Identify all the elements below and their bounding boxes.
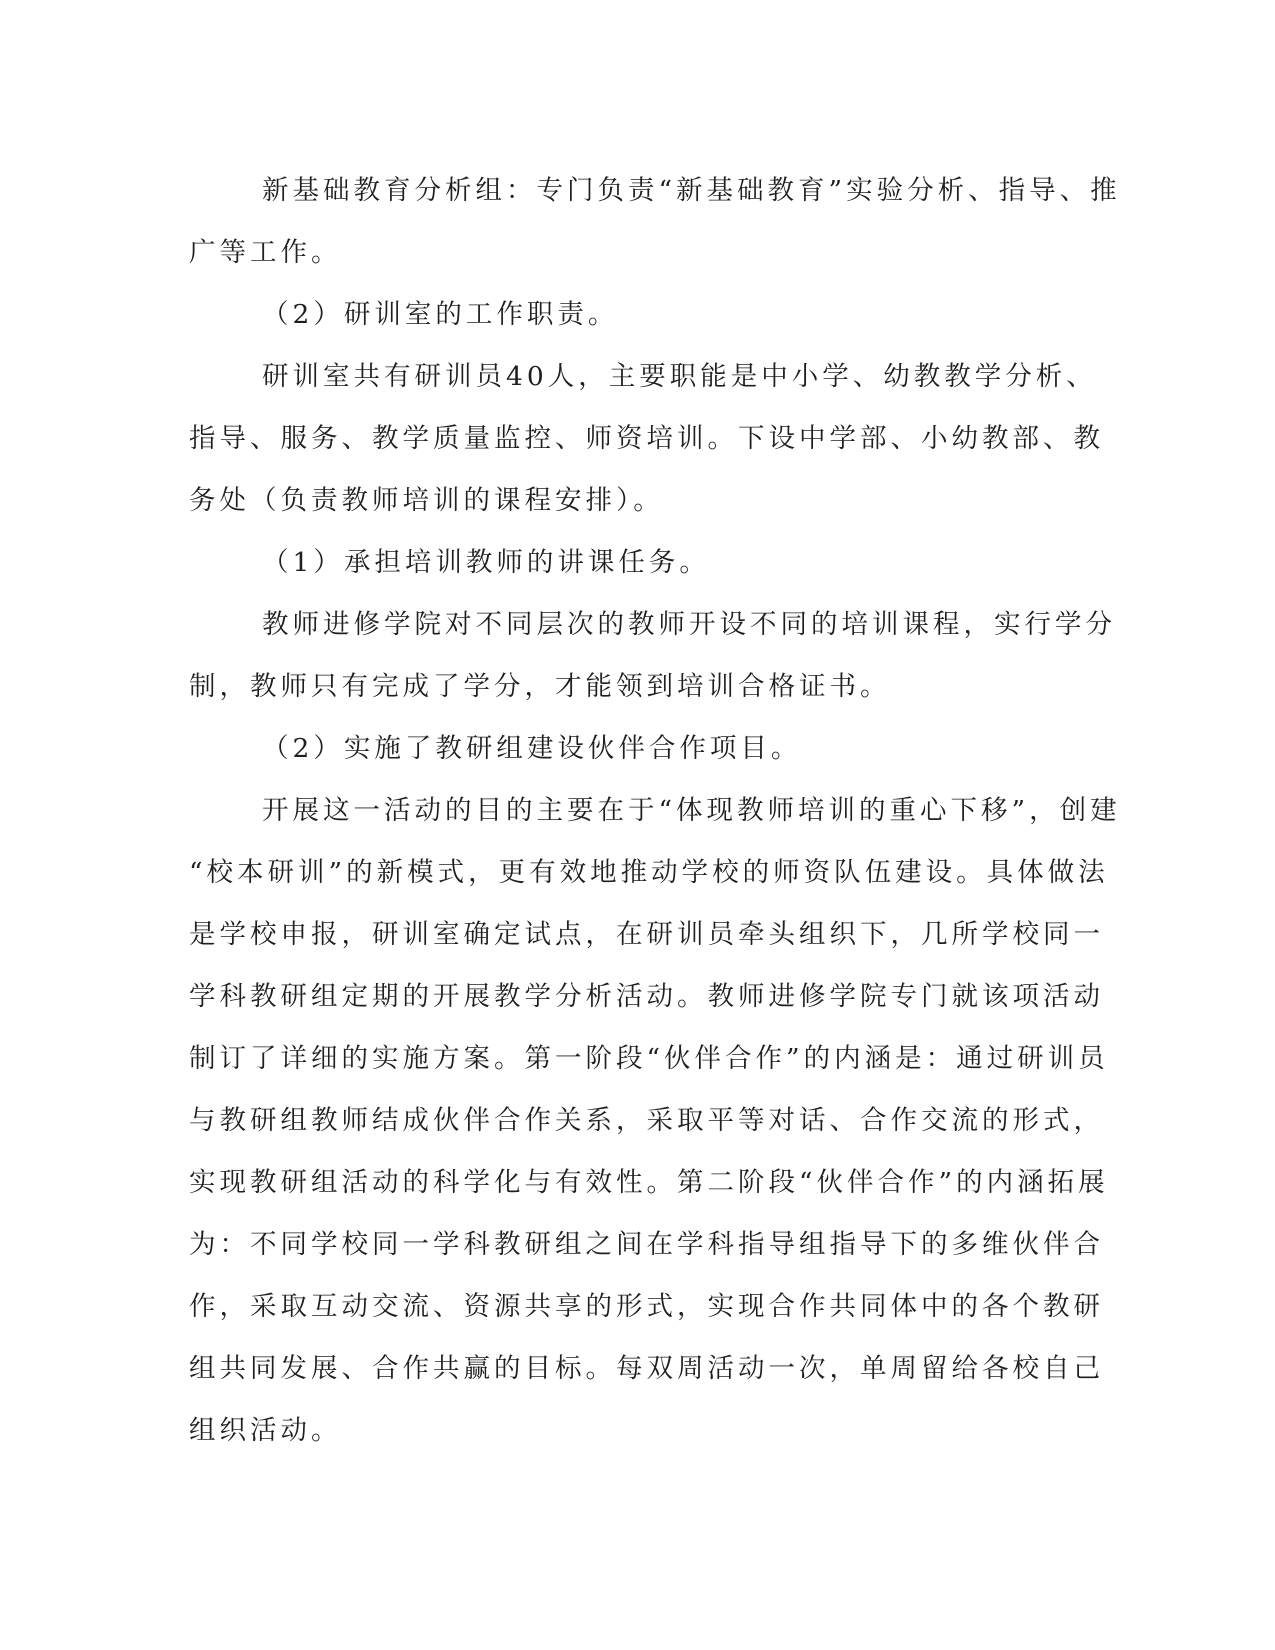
text-line: 组织活动。 xyxy=(189,1415,342,1446)
text-line: 开展这一活动的目的主要在于“体现教师培训的重心下移”，创建 xyxy=(262,795,1121,826)
text-line: 新基础教育分析组：专门负责“新基础教育”实验分析、指导、推 xyxy=(262,175,1121,206)
text-line: （2）研训室的工作职责。 xyxy=(262,299,619,330)
text-line: （2）实施了教研组建设伙伴合作项目。 xyxy=(262,733,802,764)
text-line: 制订了详细的实施方案。第一阶段“伙伴合作”的内涵是：通过研训员 xyxy=(189,1043,1109,1074)
text-line: 务处（负责教师培训的课程安排）。 xyxy=(189,485,664,516)
text-line: 实现教研组活动的科学化与有效性。第二阶段“伙伴合作”的内涵拓展 xyxy=(189,1167,1109,1198)
text-line: 广等工作。 xyxy=(189,237,342,268)
text-line: “校本研训”的新模式，更有效地推动学校的师资队伍建设。具体做法 xyxy=(189,857,1109,888)
text-line: 组共同发展、合作共赢的目标。每双周活动一次，单周留给各校自己 xyxy=(189,1353,1104,1384)
text-line: 与教研组教师结成伙伴合作关系，采取平等对话、合作交流的形式， xyxy=(189,1105,1104,1136)
document-body xyxy=(189,160,1121,1462)
text-line: 指导、服务、教学质量监控、师资培训。下设中学部、小幼教部、教 xyxy=(189,423,1104,454)
text-line: 是学校申报，研训室确定试点，在研训员牵头组织下，几所学校同一 xyxy=(189,919,1104,950)
text-line: 研训室共有研训员40人，主要职能是中小学、幼教教学分析、 xyxy=(262,361,1097,392)
text-line: 学科教研组定期的开展教学分析活动。教师进修学院专门就该项活动 xyxy=(189,981,1104,1012)
text-line: 制，教师只有完成了学分，才能领到培训合格证书。 xyxy=(189,671,891,702)
text-line: 教师进修学院对不同层次的教师开设不同的培训课程，实行学分 xyxy=(262,609,1116,640)
text-line: 作，采取互动交流、资源共享的形式，实现合作共同体中的各个教研 xyxy=(189,1291,1104,1322)
text-line: 为：不同学校同一学科教研组之间在学科指导组指导下的多维伙伴合 xyxy=(189,1229,1104,1260)
text-line: （1）承担培训教师的讲课任务。 xyxy=(262,547,710,578)
